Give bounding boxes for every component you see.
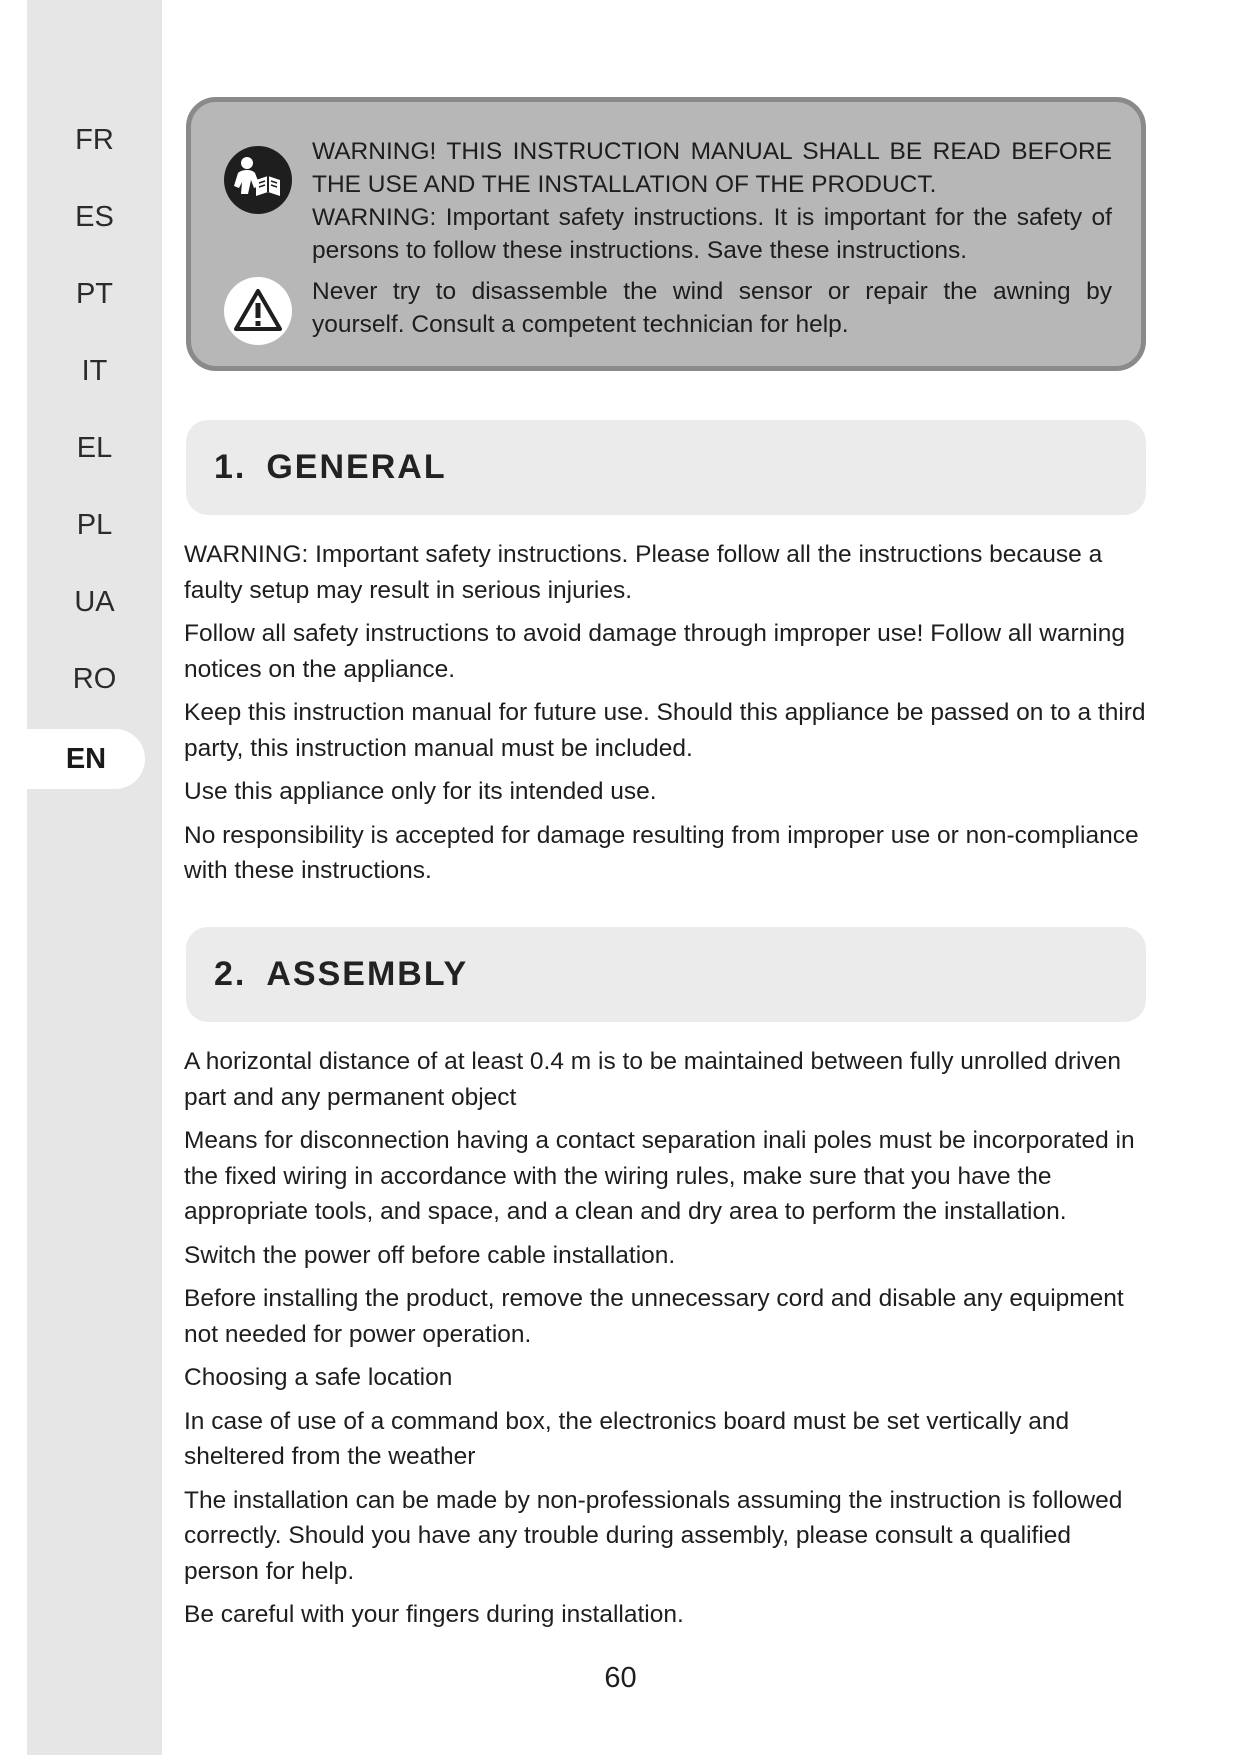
general-paragraph: WARNING: Important safety instructions. Please follow all the instructions because a faulty setup may result in serious injuries.: [184, 541, 1103, 604]
assembly-paragraph: Means for disconnection having a contact separation inali poles must be incorporated in the fixed wiring in accordance with the wiring rules, make sure that you have the appropriate tools, and space, and a clean and dry area to perform the installation.: [184, 1127, 1135, 1225]
warning-box: [186, 97, 1146, 371]
lang-tab-es[interactable]: ES: [75, 201, 114, 233]
warning-safety-text: WARNING: Important safety instructions. It is important for the safety of persons to follow these instructions. Save these instructions.: [312, 204, 1112, 264]
general-paragraph: Follow all safety instructions to avoid damage through improper use! Follow all warning notices on the appliance.: [184, 620, 1125, 683]
lang-tab-fr[interactable]: FR: [75, 124, 114, 156]
warning-read-manual-text: WARNING! THIS INSTRUCTION MANUAL SHALL BE READ BEFORE THE USE AND THE INSTALLATION OF THE PRODUCT.: [312, 138, 1112, 198]
general-paragraph: No responsibility is accepted for damage resulting from improper use or non-compliance with these instructions.: [184, 821, 1139, 884]
warning-disassemble-text: Never try to disassemble the wind sensor or repair the awning by yourself. Consult a competent technician for help.: [312, 278, 1112, 338]
section-title-text: GENERAL: [266, 448, 447, 486]
assembly-paragraph: Switch the power off before cable installation.: [184, 1241, 676, 1269]
assembly-paragraph: Choosing a safe location: [184, 1364, 453, 1391]
section-number: 1.: [214, 448, 247, 486]
section-title-general: [214, 420, 447, 515]
lang-tab-ua[interactable]: UA: [74, 586, 115, 618]
general-body: [184, 537, 1149, 897]
lang-tab-pt[interactable]: PT: [75, 278, 114, 310]
assembly-paragraph: The installation can be made by non-professionals assuming the instruction is followed correctly. Should you have any trouble during assembly, please consult a qualified person for help.: [184, 1486, 1123, 1585]
read-manual-icon: [224, 146, 292, 214]
section-header-general: [186, 420, 1146, 515]
assembly-paragraph: A horizontal distance of at least 0.4 m is to be maintained between fully unrolled driven part and any permanent object: [184, 1048, 1121, 1111]
lang-tab-ro[interactable]: RO: [72, 663, 117, 695]
lang-tab-en-active[interactable]: EN: [27, 729, 145, 789]
section-title-assembly: [214, 927, 468, 1022]
assembly-paragraph: Before installing the product, remove the unnecessary cord and disable any equipment not needed for power operation.: [184, 1285, 1124, 1348]
section-title-text: ASSEMBLY: [266, 955, 469, 993]
page-number: 60: [604, 1662, 637, 1694]
section-header-assembly: [186, 927, 1146, 1022]
general-paragraph: Use this appliance only for its intended use.: [184, 778, 657, 805]
assembly-paragraph: In case of use of a command box, the electronics board must be set vertically and sheltered from the weather: [184, 1407, 1070, 1470]
warning-triangle-icon: [224, 277, 292, 345]
lang-tab-pl[interactable]: PL: [76, 509, 113, 541]
section-number: 2.: [214, 955, 247, 993]
assembly-body: [184, 1044, 1149, 1641]
lang-tab-it[interactable]: IT: [81, 355, 108, 387]
general-paragraph: Keep this instruction manual for future use. Should this appliance be passed on to a third party, this instruction manual must be included.: [184, 699, 1146, 762]
language-sidebar: [27, 0, 162, 1755]
lang-tab-el[interactable]: EL: [76, 432, 113, 464]
assembly-paragraph: Be careful with your fingers during installation.: [184, 1601, 684, 1628]
